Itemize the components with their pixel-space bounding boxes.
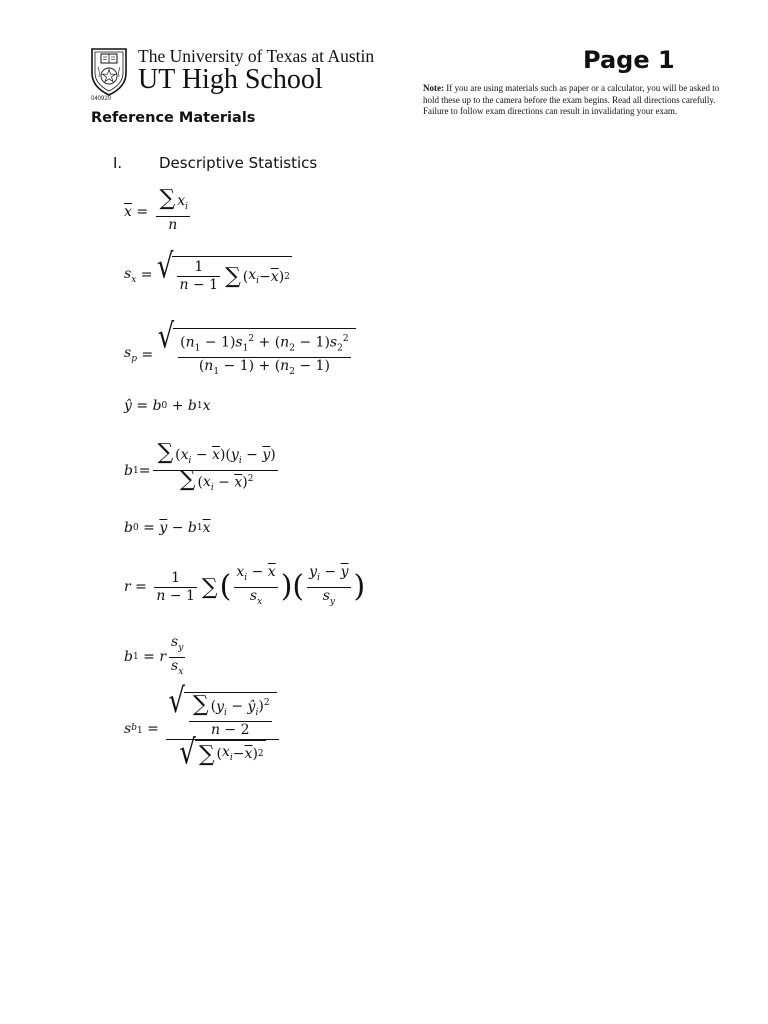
section-heading: Reference Materials [91, 110, 256, 126]
university-seal-logo [90, 47, 128, 97]
note-text: If you are using materials such as paper or a calculator, you will be asked to hold these up to the camera before the exam begins. Read all directions carefully. Failure to follow exam directions can result in invalidating your exam. [423, 83, 720, 116]
formula-mean: $\overline{x}$ = $\frac{\sum x_i}{n}$ [124, 186, 189, 233]
formula-regression-line: ŷ = b 0 + b 1 x [124, 398, 211, 414]
university-name: The University of Texas at Austin [138, 46, 375, 66]
section-title: Descriptive Statistics [159, 154, 318, 172]
school-name: UT High School [138, 64, 323, 95]
formula-slope: b 1 = $\frac{\sum (x_i - \overline{x})(y_i - \overline{y})}{\sum (x_i - \overline{x})^2}$ [124, 440, 276, 494]
formula-correlation: r = $\frac{1}{n - 1}$ ∑ ( $\frac{x_i - \overline{x}}{s_x}$ ) ( $\frac{y_i - \overline{y}}{s_y}$ ) [124, 564, 366, 607]
formula-std-dev: $s_x$ = √ $\frac{1}{n - 1}$ ∑ ( $x_i$ − $\overline{x}$ ) 2 [124, 247, 290, 293]
exam-note [423, 83, 733, 118]
seal-code: 040920 [91, 96, 112, 102]
formula-slope-std-error: s $b_1$ = √ $\frac{\sum (y_i - ŷ_i)^2}{n - 2}$ √ ∑ ( $x_i$ − $\overline{x}$ ) 2 [124, 692, 282, 766]
note-label: Note: [423, 83, 444, 93]
formula-intercept: b 0 = $\overline{y}$ − b 1 $\overline{x}$ [124, 520, 211, 536]
formula-pooled-std: $s_p$ = √ $\frac{(n_1 - 1)s_1^2 + (n_2 - 1)s_2^2}{(n_1 - 1) + (n_2 - 1)}$ [124, 328, 356, 381]
section-number: I. [113, 154, 123, 172]
page-number: Page 1 [583, 46, 675, 74]
formula-slope-from-r: b 1 = r $\frac{s_y}{s_x}$ [124, 634, 184, 677]
section-header [113, 154, 317, 172]
